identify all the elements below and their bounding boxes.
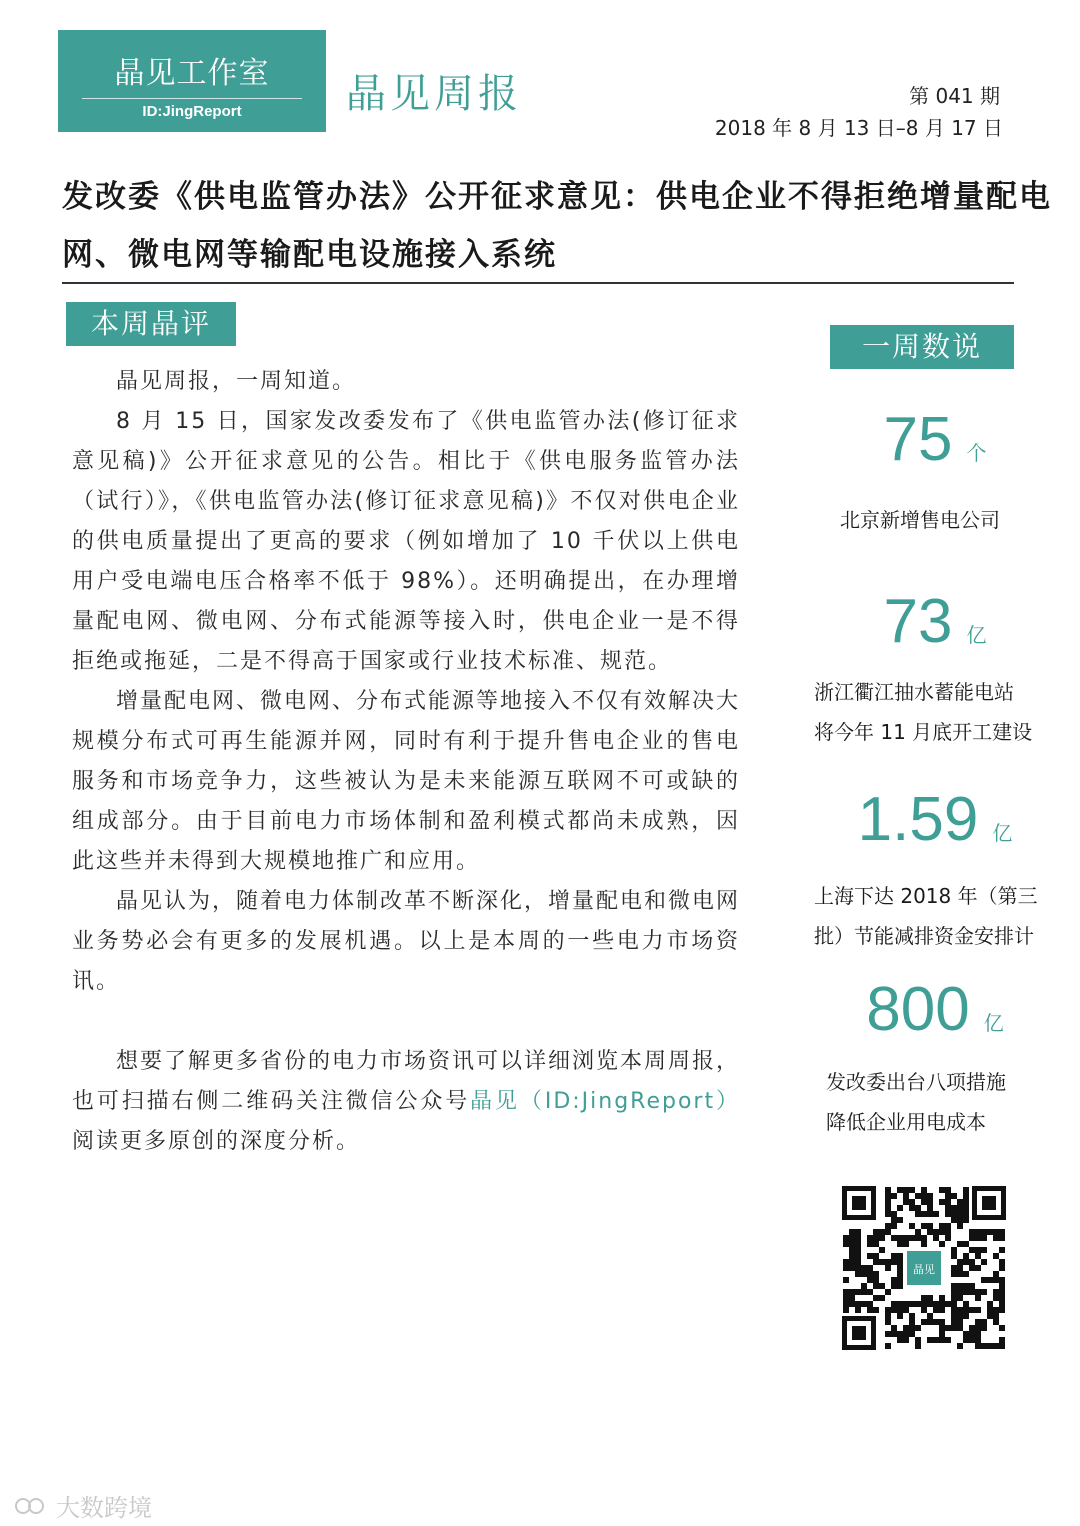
review-paragraph: 8 月 15 日，国家发改委发布了《供电监管办法(修订征求意见稿)》公开征求意见的公告。相比于《供电服务监管办法（试行）》，《供电监管办法(修订征求意见稿)》不仅对供电企业的供电质量提出了更高的要求（例如增加了 10 千伏以上供电用户受电端电压合格率不低于 98%）。还明确提出，在办理增量配电网、微电网、分布式能源等接入时，供电企业一是不得拒绝或拖延，二是不得高于国家或行业技术标准、规范。 xyxy=(72,409,740,674)
watermark xyxy=(14,1488,152,1523)
qr-center-label: 晶见 xyxy=(913,1263,935,1276)
stat-value: 75 xyxy=(883,405,953,474)
review-paragraph: 晶见周报，一周知道。 xyxy=(116,369,357,394)
stat-unit: 亿 xyxy=(992,821,1013,845)
weekly-numbers-label: 一周数说 xyxy=(830,325,1014,369)
stat-desc: 降低企业用电成本 xyxy=(826,1110,986,1134)
headline-divider xyxy=(62,282,1014,284)
stat-1 xyxy=(790,404,1080,475)
stat-unit: 个 xyxy=(966,441,987,465)
brand-title: 晶见周报 xyxy=(346,71,522,117)
wechat-qr-code[interactable] xyxy=(842,1186,1006,1350)
logo-divider xyxy=(82,98,302,99)
closing-paragraph xyxy=(72,1042,740,1162)
review-paragraph: 晶见认为，随着电力体制改革不断深化，增量配电和微电网业务势必会有更多的发展机遇。以上是本周的一些电力市场资讯。 xyxy=(72,889,741,994)
closing-text: 想要了解更多省份的电力市场资讯可以详细浏览本周周报，也可扫描右侧二维码关注微信公众号 xyxy=(72,1049,741,1114)
weekly-review-label: 本周晶评 xyxy=(66,302,236,346)
issue-number: 第 041 期 xyxy=(909,84,1000,108)
brand-logo xyxy=(58,30,326,132)
qr-code-icon xyxy=(842,1186,1006,1350)
stat-desc: 上海下达 2018 年（第三 xyxy=(814,884,1038,908)
page-headline: 发改委《供电监管办法》公开征求意见：供电企业不得拒绝增量配电网、微电网等输配电设施接入系统 xyxy=(62,179,1052,273)
weekly-review-article xyxy=(72,362,740,1162)
stat-unit: 亿 xyxy=(966,623,987,647)
stat-desc: 将今年 11 月底开工建设 xyxy=(814,720,1033,744)
stat-desc: 批）节能减排资金安排计 xyxy=(814,924,1034,948)
watermark-logo-icon xyxy=(14,1495,50,1517)
stat-3 xyxy=(790,784,1080,855)
stat-desc: 浙江衢江抽水蓄能电站 xyxy=(814,680,1014,704)
watermark-text: 大数跨境 xyxy=(56,1494,152,1522)
stat-value: 800 xyxy=(866,975,970,1044)
stat-unit: 亿 xyxy=(983,1011,1004,1035)
logo-title: 晶见工作室 xyxy=(114,56,270,91)
wechat-account-link[interactable]: 晶见（ID:JingReport） xyxy=(470,1089,740,1114)
closing-text-end: 阅读更多原创的深度分析。 xyxy=(72,1129,361,1154)
logo-id: ID:JingReport xyxy=(142,103,242,120)
stat-desc: 北京新增售电公司 xyxy=(840,508,1000,532)
stat-2 xyxy=(790,586,1080,657)
stat-4 xyxy=(790,974,1080,1045)
stat-value: 1.59 xyxy=(857,785,979,854)
stat-value: 73 xyxy=(883,587,953,656)
stat-desc: 发改委出台八项措施 xyxy=(826,1070,1006,1094)
review-paragraph: 增量配电网、微电网、分布式能源等地接入不仅有效解决大规模分布式可再生能源并网，同时有利于提升售电企业的售电服务和市场竞争力，这些被认为是未来能源互联网不可或缺的组成部分。由于目前电力市场体制和盈利模式都尚未成熟，因此这些并未得到大规模地推广和应用。 xyxy=(72,689,741,874)
date-range: 2018 年 8 月 13 日–8 月 17 日 xyxy=(714,116,1003,140)
